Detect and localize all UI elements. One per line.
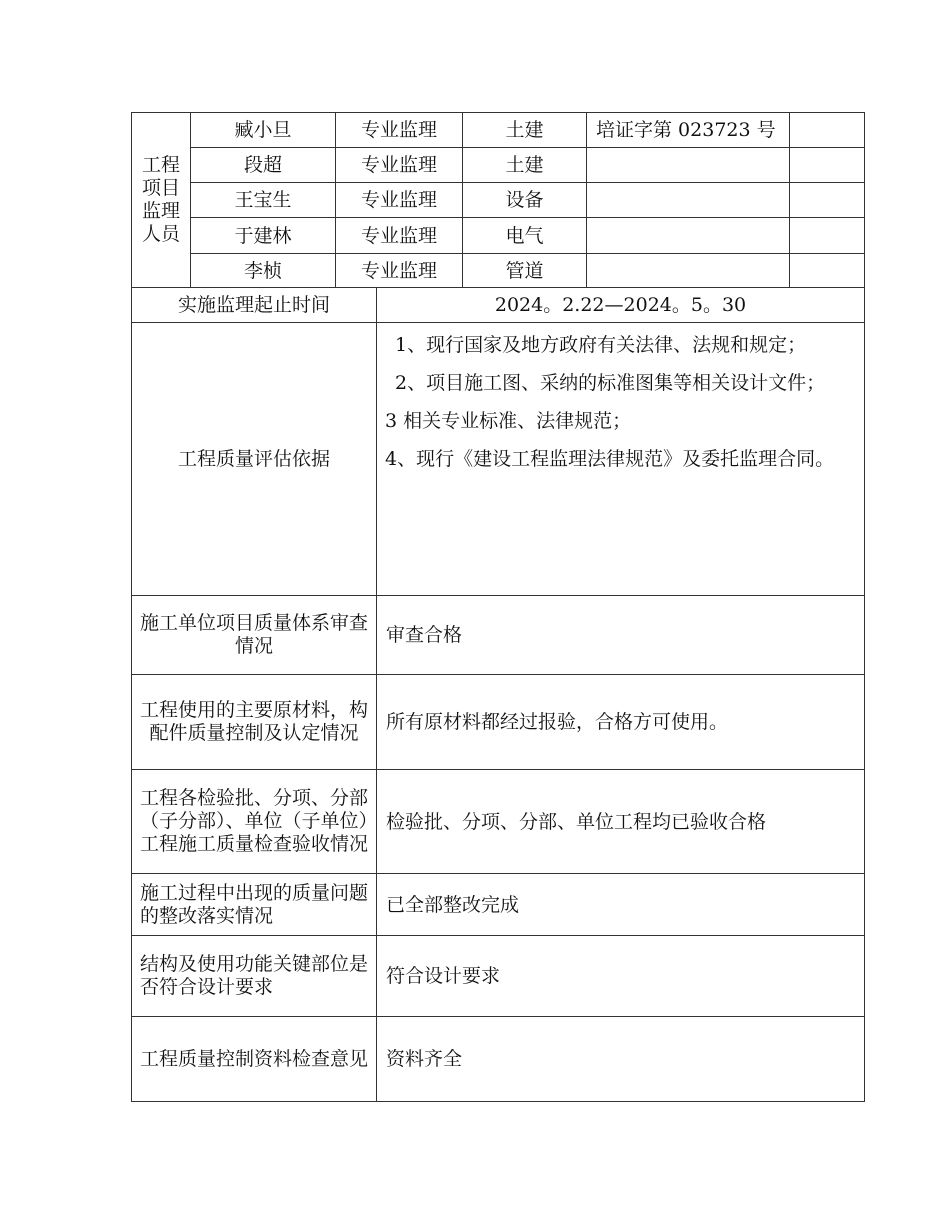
staff-role: 专业监理 <box>336 148 463 183</box>
assessment-label: 施工单位项目质量体系审查情况 <box>132 596 377 675</box>
staff-name: 臧小旦 <box>191 113 336 148</box>
staff-role: 专业监理 <box>336 113 463 148</box>
basis-row <box>132 323 865 596</box>
staff-row <box>132 183 865 218</box>
staff-row <box>132 254 865 288</box>
staff-row <box>132 148 865 183</box>
basis-item: 2、项目施工图、采纳的标准图集等相关设计文件； <box>395 372 826 394</box>
assessment-label: 结构及使用功能关键部位是否符合设计要求 <box>132 936 377 1017</box>
staff-row <box>132 113 865 148</box>
assessment-row <box>132 874 865 936</box>
assessment-row <box>132 770 865 874</box>
staff-extra <box>790 183 865 218</box>
basis-label: 工程质量评估依据 <box>132 323 377 596</box>
staff-name: 王宝生 <box>191 183 336 218</box>
assessment-value: 审查合格 <box>377 596 865 675</box>
staff-name: 李桢 <box>191 254 336 288</box>
assessment-row <box>132 1017 865 1102</box>
staff-discipline: 土建 <box>463 113 587 148</box>
staff-name: 段超 <box>191 148 336 183</box>
assessment-value: 检验批、分项、分部、单位工程均已验收合格 <box>377 770 865 874</box>
assessment-label: 工程使用的主要原材料，构配件质量控制及认定情况 <box>132 675 377 770</box>
assessment-row <box>132 596 865 675</box>
staff-discipline: 管道 <box>463 254 587 288</box>
assessment-value: 符合设计要求 <box>377 936 865 1017</box>
staff-cert <box>587 183 790 218</box>
basis-item: 4、现行《建设工程监理法律规范》及委托监理合同。 <box>385 448 835 470</box>
basis-item: 1、现行国家及地方政府有关法律、法规和规定； <box>395 334 807 356</box>
staff-extra <box>790 218 865 254</box>
staff-extra <box>790 254 865 288</box>
staff-role: 专业监理 <box>336 254 463 288</box>
period-row <box>132 288 865 323</box>
assessment-label: 工程质量控制资料检查意见 <box>132 1017 377 1102</box>
staff-discipline: 设备 <box>463 183 587 218</box>
period-value: 2024。2.22—2024。5。30 <box>377 288 865 323</box>
staff-discipline: 电气 <box>463 218 587 254</box>
assessment-row <box>132 936 865 1017</box>
staff-extra <box>790 113 865 148</box>
assessment-value: 已全部整改完成 <box>377 874 865 936</box>
staff-group-label: 工程项目监理人员 <box>132 113 191 288</box>
basis-items <box>377 323 865 596</box>
assessment-label: 施工过程中出现的质量问题的整改落实情况 <box>132 874 377 936</box>
staff-cert: 培证字第 023723 号 <box>587 113 790 148</box>
staff-row <box>132 218 865 254</box>
staff-cert <box>587 148 790 183</box>
period-label: 实施监理起止时间 <box>132 288 377 323</box>
assessment-row <box>132 675 865 770</box>
staff-name: 于建林 <box>191 218 336 254</box>
evaluation-form <box>131 112 864 1102</box>
staff-role: 专业监理 <box>336 218 463 254</box>
assessment-value: 资料齐全 <box>377 1017 865 1102</box>
staff-cert <box>587 218 790 254</box>
evaluation-table <box>131 112 865 1102</box>
staff-extra <box>790 148 865 183</box>
staff-cert <box>587 254 790 288</box>
staff-discipline: 土建 <box>463 148 587 183</box>
staff-role: 专业监理 <box>336 183 463 218</box>
assessment-value: 所有原材料都经过报验，合格方可使用。 <box>377 675 865 770</box>
assessment-label: 工程各检验批、分项、分部（子分部）、单位（子单位）工程施工质量检查验收情况 <box>132 770 377 874</box>
basis-item: 3 相关专业标准、法律规范； <box>385 410 632 432</box>
